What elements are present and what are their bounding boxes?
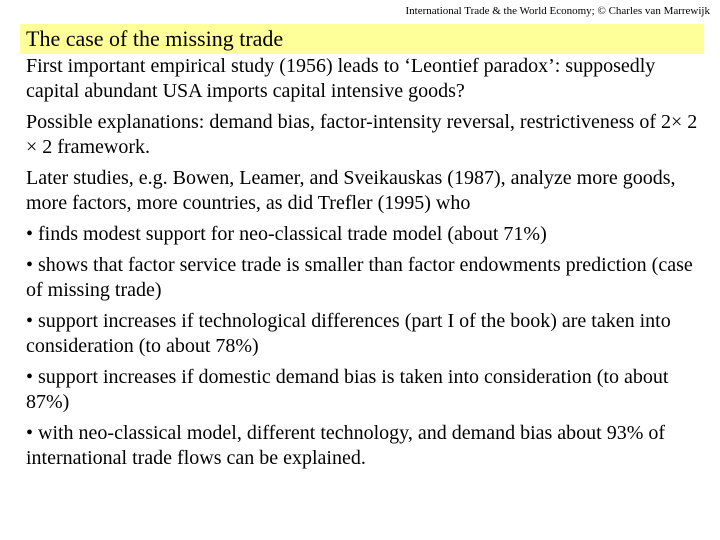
bullet-demand-bias: • support increases if domestic demand bias is taken into consideration (to about 87%) bbox=[26, 366, 669, 413]
bullet-missing-trade: • shows that factor service trade is smaller than factor endowments prediction (case of missing trade) bbox=[26, 254, 693, 301]
slide-body bbox=[26, 54, 706, 471]
paragraph-leontief-paradox: First important empirical study (1956) leads to ‘Leontief paradox’: supposedly capital abundant USA imports capital intensive goods? bbox=[26, 55, 656, 102]
paragraph-later-studies: Later studies, e.g. Bowen, Leamer, and Sveikauskas (1987), analyze more goods, more factors, more countries, as did Trefler (1995) who bbox=[26, 167, 676, 214]
paragraph-possible-explanations: Possible explanations: demand bias, factor-intensity reversal, restrictiveness of 2× 2 × 2 framework. bbox=[26, 111, 698, 158]
slide-title: The case of the missing trade bbox=[26, 26, 284, 51]
bullet-combined-explanation: • with neo-classical model, different technology, and demand bias about 93% of international trade flows can be explained. bbox=[26, 422, 666, 469]
bullet-technological-differences: • support increases if technological differences (part I of the book) are taken into consideration (to about 78%) bbox=[26, 310, 671, 357]
header-note: International Trade & the World Economy; © Charles van Marrewijk bbox=[405, 5, 710, 17]
bullet-modest-support: • finds modest support for neo-classical trade model (about 71%) bbox=[26, 223, 547, 245]
